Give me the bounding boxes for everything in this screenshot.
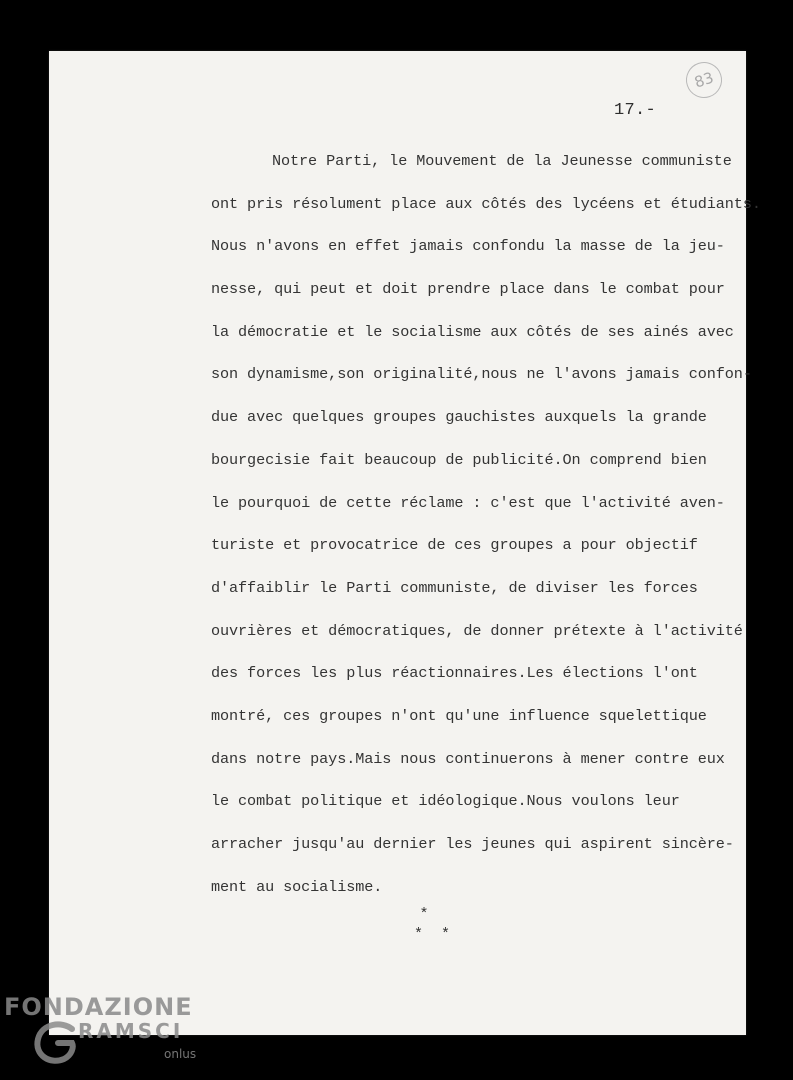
text-line: le combat politique et idéologique.Nous voulons leur — [211, 792, 680, 811]
text-line: ment au socialisme. — [211, 877, 383, 896]
archive-stamp: 83 — [681, 57, 726, 102]
text-line: montré, ces groupes n'ont qu'une influence squelettique — [211, 706, 707, 725]
page-number: 17.- — [614, 101, 657, 120]
text-line: dans notre pays.Mais nous continuerons à mener contre eux — [211, 749, 725, 768]
text-line: ouvrières et démocratiques, de donner prétexte à l'activité — [211, 621, 743, 640]
asterism-separator — [396, 905, 469, 945]
logo-line-ramsci: RAMSCI — [78, 1019, 184, 1043]
text-line: d'affaiblir le Parti communiste, de diviser les forces — [211, 578, 698, 597]
text-line: le pourquoi de cette réclame : c'est que l'activité aven- — [211, 493, 725, 512]
text-line: due avec quelques groupes gauchistes auxquels la grande — [211, 408, 707, 427]
logo-line-onlus: onlus — [164, 1047, 197, 1061]
fondazione-logo-watermark — [4, 993, 204, 1073]
asterism-bottom: ** — [414, 926, 469, 943]
text-line: Nous n'avons en effet jamais confondu la masse de la jeu- — [211, 237, 725, 256]
text-line: turiste et provocatrice de ces groupes a pour objectif — [211, 536, 698, 555]
text-line: la démocratie et le socialisme aux côtés de ses ainés avec — [211, 322, 734, 341]
text-line: ont pris résolument place aux côtés des lycéens et étudiants. — [211, 194, 761, 213]
text-line: nesse, qui peut et doit prendre place dans le combat pour — [211, 280, 725, 299]
text-line: Notre Parti, le Mouvement de la Jeunesse communiste — [272, 152, 732, 170]
text-line: son dynamisme,son originalité,nous ne l'avons jamais confon- — [211, 365, 752, 384]
text-line: des forces les plus réactionnaires.Les élections l'ont — [211, 664, 698, 683]
asterism-top: * — [419, 906, 429, 923]
g-swirl-icon — [32, 1017, 82, 1067]
logo-line-fondazione: FONDAZIONE — [4, 993, 193, 1021]
typed-paragraph — [211, 140, 761, 908]
text-line: bourgecisie fait beaucoup de publicité.On comprend bien — [211, 450, 707, 469]
text-line: arracher jusqu'au dernier les jeunes qui aspirent sincère- — [211, 835, 734, 853]
